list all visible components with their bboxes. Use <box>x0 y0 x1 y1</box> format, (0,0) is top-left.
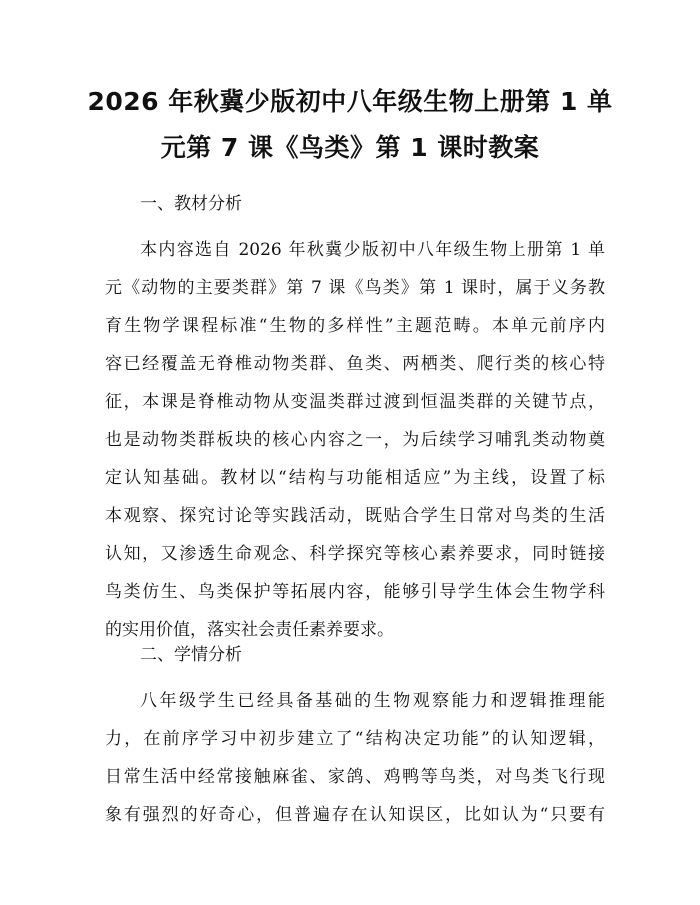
paragraph-line: 元《动物的主要类群》第 7 课《鸟类》第 1 课时，属于义务教 <box>105 278 605 298</box>
paragraph-line: 八年级学生已经具备基础的生物观察能力和逻辑推理能 <box>140 691 605 711</box>
paragraph-line: 日常生活中经常接触麻雀、家鸽、鸡鸭等鸟类，对鸟类飞行现 <box>105 767 605 787</box>
paragraph-line: 征，本课是脊椎动物从变温类群过渡到恒温类群的关键节点， <box>105 392 605 412</box>
paragraph-line: 本观察、探究讨论等实践活动，既贴合学生日常对鸟类的生活 <box>105 506 605 526</box>
paragraph-line: 认知，又渗透生命观念、科学探究等核心素养要求，同时链接 <box>105 544 605 564</box>
section-heading-learner-analysis: 二、学情分析 <box>140 645 242 665</box>
paragraph-line: 本内容选自 2026 年秋冀少版初中八年级生物上册第 1 单 <box>140 240 605 260</box>
paragraph-line: 育生物学课程标准“生物的多样性”主题范畴。本单元前序内 <box>105 316 605 336</box>
paragraph-line: 也是动物类群板块的核心内容之一，为后续学习哺乳类动物奠 <box>105 430 605 450</box>
paragraph-line: 容已经覆盖无脊椎动物类群、鱼类、两栖类、爬行类的核心特 <box>105 354 605 374</box>
section-heading-textbook-analysis: 一、教材分析 <box>140 194 242 214</box>
paragraph-line: 象有强烈的好奇心，但普遍存在认知误区，比如认为“只要有 <box>105 805 605 825</box>
paragraph-line: 定认知基础。教材以“结构与功能相适应”为主线，设置了标 <box>105 468 605 488</box>
paragraph-line: 鸟类仿生、鸟类保护等拓展内容，能够引导学生体会生物学科 <box>105 582 605 602</box>
paragraph-line: 力，在前序学习中初步建立了“结构决定功能”的认知逻辑， <box>105 729 605 749</box>
document-title-line-1: 2026 年秋冀少版初中八年级生物上册第 1 单 <box>87 87 613 116</box>
document-title-line-2: 元第 7 课《鸟类》第 1 课时教案 <box>160 133 540 162</box>
paragraph-line: 的实用价值，落实社会责任素养要求。 <box>105 620 394 640</box>
